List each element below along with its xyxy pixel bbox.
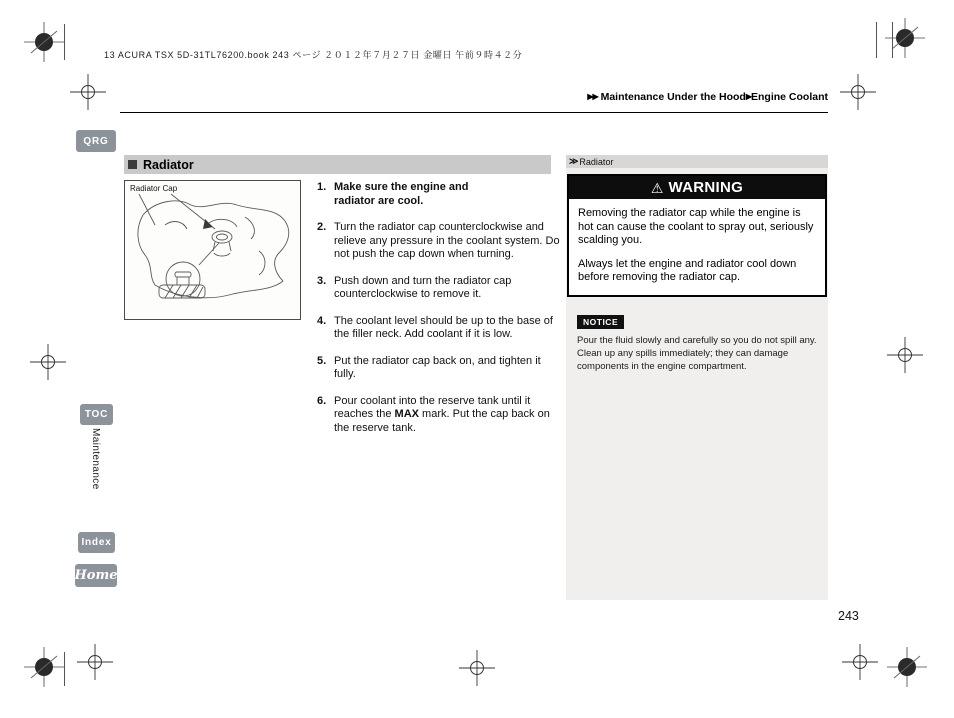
reference-panel [566,155,828,600]
step-text: Push down and turn the radiator cap counterclockwise to remove it. [334,274,512,300]
step-3 [317,275,565,302]
breadcrumb [587,91,828,103]
index-button[interactable]: Index [78,532,115,553]
breadcrumb-page-link[interactable]: Engine Coolant [751,91,828,103]
registration-mark-top-right [885,18,925,58]
warning-paragraph-1: Removing the radiator cap while the engine is hot can cause the coolant to spray out, seriously scalding you. [578,207,814,246]
panel-tab-radiator[interactable] [566,155,828,168]
notice-badge: NOTICE [577,315,624,329]
step-text: The coolant level should be up to the base of the filler neck. Add coolant if it is low. [334,314,553,340]
step-1 [317,181,565,208]
trim-line [892,22,893,58]
step-text-post: mark. Put the cap back on the reserve tank. [334,408,550,434]
step-5 [317,355,565,382]
header-rule [120,112,828,113]
registration-target-top-left [70,74,106,110]
registration-mark-bottom-left [24,647,64,687]
section-heading-bar [124,155,551,174]
section-title: Radiator [143,157,194,172]
step-text [334,395,565,436]
breadcrumb-separator-icon: ▶ [745,92,751,101]
step-text: Make sure the engine and radiator are cool. [334,181,469,207]
notice-block [577,312,820,373]
registration-mark-top-left [24,22,64,62]
registration-target-top-right [840,74,876,110]
page-number: 243 [838,609,859,623]
step-number: 3. [317,274,327,287]
notice-text: Pour the fluid slowly and carefully so you do not spill any. Clean up any spills immediately; they can damage components in the engine compartment. [577,334,817,372]
trim-line [876,22,877,58]
warning-paragraph-2: Always let the engine and radiator cool down before removing the radiator cap. [578,257,797,283]
step-6 [317,395,565,436]
breadcrumb-arrows-icon: ▶▶ [587,92,598,101]
registration-target-bottom-right [842,644,878,680]
registration-target-bottom-left [77,644,113,680]
registration-target-bottom-center [459,650,495,686]
instruction-steps [317,181,565,448]
step-number: 4. [317,314,327,327]
engine-line-art [125,181,300,319]
registration-target-right-middle [887,337,923,373]
qrg-button[interactable]: QRG [76,130,116,152]
breadcrumb-section-link[interactable]: Maintenance Under the Hood [600,91,746,103]
step-4 [317,315,565,342]
toc-button[interactable]: TOC [80,404,113,425]
panel-tab-label: Radiator [579,156,614,167]
step-text-pre: Pour coolant into the reserve tank until it reaches the [334,394,531,420]
warning-triangle-icon: ⚠ [650,179,664,196]
figure-label: Radiator Cap [130,184,178,193]
print-imprint-text: 13 ACURA TSX 5D-31TL76200.book 243 ページ ２０１２年７月２７日 金曜日 午前９時４２分 [104,50,523,60]
registration-target-left-middle [30,344,66,380]
radiator-figure [124,180,301,320]
trim-line [64,652,65,686]
step-number: 5. [317,354,327,367]
step-number: 1. [317,181,327,193]
step-2 [317,221,565,262]
step-text: Turn the radiator cap counterclockwise and relieve any pressure in the coolant system. Do not push the cap down when turning. [334,221,560,260]
chapter-label-vertical: Maintenance [90,428,101,490]
warning-header [569,176,825,199]
section-bullet-icon [128,160,137,169]
registration-mark-bottom-right [887,647,927,687]
trim-line [64,24,65,60]
warning-title: WARNING [668,179,744,196]
step-number: 6. [317,394,327,407]
step-number: 2. [317,221,327,233]
warning-box [567,174,827,297]
step-text: Put the radiator cap back on, and tighten it fully. [334,354,541,380]
warning-body [569,199,825,295]
double-chevron-icon: ≫ [569,156,579,166]
step-text-bold: MAX [394,408,419,420]
home-button[interactable]: Home [75,564,117,587]
